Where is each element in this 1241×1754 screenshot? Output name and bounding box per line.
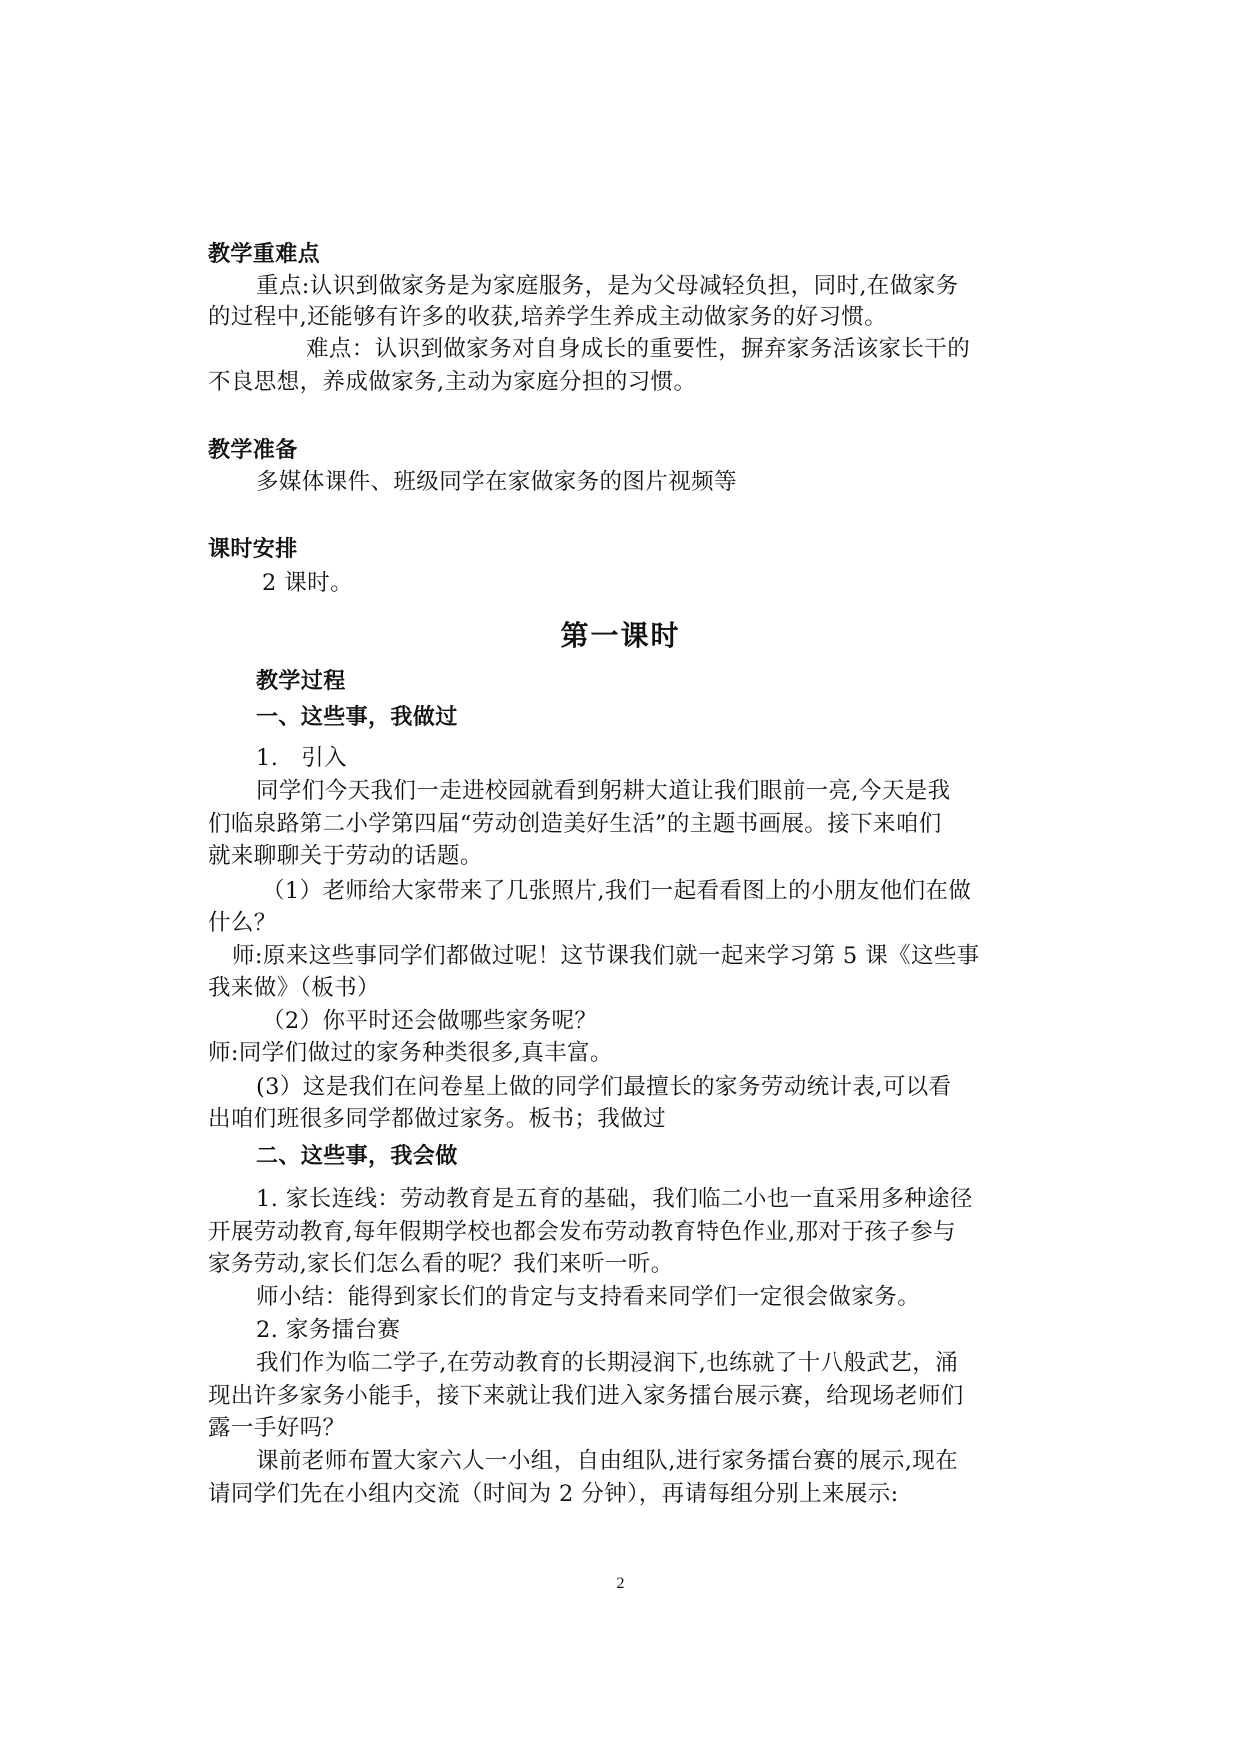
paragraph-line: 2. 家务擂台赛 (256, 1317, 401, 1343)
paragraph-line: 师:同学们做过的家务种类很多,真丰富。 (208, 1040, 613, 1066)
lesson-title: 第一课时 (560, 619, 681, 652)
paragraph-line: 什么？ (208, 910, 277, 936)
paragraph-line: 不良思想，养成做家务,主动为家庭分担的习惯。 (208, 369, 697, 395)
section-heading-1: 一、这些事，我做过 (256, 705, 458, 730)
heading-schedule: 课时安排 (208, 537, 298, 562)
heading-preparation: 教学准备 (208, 438, 298, 463)
section-heading-2: 二、这些事，我会做 (256, 1144, 458, 1169)
paragraph-line: 家务劳动,家长们怎么看的呢？我们来听一听。 (208, 1251, 674, 1277)
paragraph-line: 我们作为临二学子,在劳动教育的长期浸润下,也练就了十八般武艺，涌 (256, 1350, 959, 1376)
paragraph-line: 露一手好吗？ (208, 1415, 346, 1441)
paragraph-line: 课前老师布置大家六人一小组，自由组队,进行家务擂台赛的展示,现在 (256, 1448, 959, 1474)
paragraph-line: 现出许多家务小能手，接下来就让我们进入家务擂台展示赛，给现场老师们 (208, 1383, 964, 1409)
heading-process: 教学过程 (256, 669, 346, 694)
paragraph-line: 2 课时。 (262, 570, 353, 596)
paragraph-line: 请同学们先在小组内交流（时间为 2 分钟），再请每组分别上来展示: (208, 1481, 899, 1507)
paragraph-line: (3）这是我们在问卷星上做的同学们最擅长的家务劳动统计表,可以看 (256, 1074, 952, 1100)
paragraph-line: 们临泉路第二小学第四届“劳动创造美好生活”的主题书画展。接下来咱们 (208, 811, 942, 837)
paragraph-line: 同学们今天我们一走进校园就看到躬耕大道让我们眼前一亮,今天是我 (256, 778, 951, 804)
paragraph-line: 师小结：能得到家长们的肯定与支持看来同学们一定很会做家务。 (256, 1284, 921, 1310)
paragraph-line: 重点:认识到做家务是为家庭服务，是为父母减轻负担，同时,在做家务 (256, 273, 959, 299)
paragraph-line: 多媒体课件、班级同学在家做家务的图片视频等 (256, 469, 737, 495)
paragraph-line: （2）你平时还会做哪些家务呢？ (262, 1008, 598, 1034)
heading-key-points: 教学重难点 (208, 242, 321, 267)
paragraph-line: 出咱们班很多同学都做过家务。板书；我做过 (208, 1106, 667, 1132)
paragraph-line: 开展劳动教育,每年假期学校也都会发布劳动教育特色作业,那对于孩子参与 (208, 1219, 956, 1245)
paragraph-line: 师:原来这些事同学们都做过呢！这节课我们就一起来学习第 5 课《这些事 (232, 943, 980, 969)
paragraph-line: 1. 引入 (256, 745, 347, 771)
paragraph-line: 1. 家长连线：劳动教育是五育的基础，我们临二小也一直采用多种途径 (256, 1186, 973, 1212)
paragraph-line: 我来做》（板书） (208, 975, 380, 1001)
page-number: 2 (616, 1575, 625, 1592)
paragraph-line: 的过程中,还能够有许多的收获,培养学生养成主动做家务的好习惯。 (208, 304, 888, 330)
paragraph-line: 难点：认识到做家务对自身成长的重要性，摒弃家务活该家长干的 (306, 336, 971, 362)
paragraph-line: （1）老师给大家带来了几张照片,我们一起看看图上的小朋友他们在做 (262, 878, 972, 904)
paragraph-line: 就来聊聊关于劳动的话题。 (208, 843, 483, 869)
